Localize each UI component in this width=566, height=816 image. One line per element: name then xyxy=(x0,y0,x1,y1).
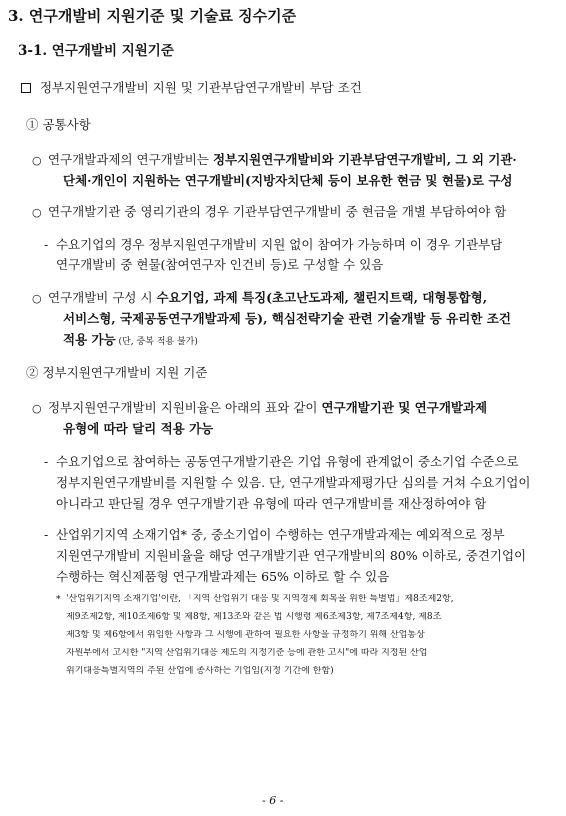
note-line2: 제9조제2항, 제10조제6항 및 제8항, 제13조와 같은 법 시행령 제6조제3항, 제7조제4항, 제8조 xyxy=(66,612,442,622)
gov-sub1-dash: - xyxy=(44,454,49,469)
box-heading-line xyxy=(21,80,362,95)
gov-sub2-line3: 수행하는 혁신제품형 연구개발과제는 65% 이하로 할 수 있음 xyxy=(56,569,390,584)
gov-sub2-line2: 지원연구개발비 지원비율을 해당 연구개발기관 연구개발비의 80% 이하로, 중견기업이 xyxy=(56,548,527,563)
common-p2-sub-line1: 수요기업의 경우 정부지원연구개발비 지원 없이 참여가 가능하며 이 경우 기관부담 xyxy=(56,237,503,252)
gov-sub2-line1: 산업위기지역 소재기업* 중, 중소기업이 수행하는 연구개발과제는 예외적으로 정부 xyxy=(56,527,505,542)
gov-p1-line1 xyxy=(48,400,558,415)
common-p1-line2: 단체·개인이 지원하는 연구개발비(지방자치단체 등이 보유한 현금 및 현물)로 구성 xyxy=(63,173,513,188)
gov-p1-bullet: ○ xyxy=(32,402,42,415)
square-bullet-icon xyxy=(21,83,31,93)
common-p1-line1 xyxy=(48,152,558,167)
common-p1-line1-bold: 정부지원연구개발비와 기관부담연구개발비, 그 외 기관· xyxy=(212,152,517,167)
note-line1: '산업위기지역 소재기업'이란, 「지역 산업위기 대응 및 지역경제 회복을 위한 특별법」제8조제2항, xyxy=(66,594,454,604)
common-p1-bullet: ○ xyxy=(32,154,42,167)
common-p2-sub-line2: 연구개발비 중 현물(참여연구자 인건비 등)로 구성할 수 있음 xyxy=(56,257,384,272)
common-p3-line1-bold: 수요기업, 과제 특징(초고난도과제, 챌린지트랙, 대형통합형, xyxy=(156,290,488,305)
gov-sub1-line2: 정부지원연구개발비를 지원할 수 있음. 단, 연구개발과제평가단 심의를 거쳐 수요기업이 xyxy=(56,475,531,490)
gov-sub1-line1: 수요기업으로 참여하는 공동연구개발기관은 기업 유형에 관계없이 중소기업 수준으로 xyxy=(56,454,519,469)
common-p1-line1-plain: 연구개발과제의 연구개발비는 xyxy=(48,152,213,167)
note-line5: 위기대응특별지역의 주된 산업에 종사하는 기업임(지정 기간에 한함) xyxy=(66,666,334,676)
note-mark: * xyxy=(56,595,61,605)
gov-sub2-dash: - xyxy=(44,527,49,542)
common-p3-line1 xyxy=(48,290,558,305)
common-p3-line3-note: (단, 중복 적용 불가) xyxy=(115,337,198,347)
common-p2-sub-dash: - xyxy=(44,237,49,252)
note-line3: 제3항 및 제6항에서 위임한 사항과 그 시행에 관하여 필요한 사항을 규정하기 위해 산업통상 xyxy=(66,630,425,640)
gov-p1-line1-plain: 정부지원연구개발비 지원비율은 아래의 표와 같이 xyxy=(48,400,322,415)
box-heading: 정부지원연구개발비 지원 및 기관부담연구개발비 부담 조건 xyxy=(39,80,362,95)
page-number: - 6 - xyxy=(262,794,284,807)
common-p3-line3 xyxy=(63,332,558,348)
gov-sub1-line3: 아니라고 판단될 경우 연구개발기관 유형에 따라 연구개발비를 재산정하여야 함 xyxy=(56,496,487,511)
gov-heading: ② 정부지원연구개발비 지원 기준 xyxy=(26,365,208,380)
gov-p1-line2: 유형에 따라 달리 적용 가능 xyxy=(63,421,214,436)
note-line4: 자원부에서 고시한 "지역 산업위기대응 제도의 지정기준 등에 관한 고시"에 따라 지정된 산업 xyxy=(66,648,428,658)
common-heading: ① 공통사항 xyxy=(26,117,91,132)
common-p3-line3-bold: 적용 가능 xyxy=(63,332,116,347)
common-p2-bullet: ○ xyxy=(32,206,42,219)
common-p3-bullet: ○ xyxy=(32,292,42,305)
gov-p1-line1-bold: 연구개발기관 및 연구개발과제 xyxy=(321,400,488,415)
sub-heading: 3-1. 연구개발비 지원기준 xyxy=(18,43,174,59)
common-p3-line1-plain: 연구개발비 구성 시 xyxy=(48,290,157,305)
common-p2-line1: 연구개발기관 중 영리기관의 경우 기관부담연구개발비 중 현금을 개별 부담하여야 함 xyxy=(48,204,507,219)
section-heading: 3. 연구개발비 지원기준 및 기술료 징수기준 xyxy=(8,7,297,25)
common-p3-line2: 서비스형, 국제공동연구개발과제 등), 핵심전략기술 관련 기술개발 등 유리한 조건 xyxy=(63,311,511,326)
